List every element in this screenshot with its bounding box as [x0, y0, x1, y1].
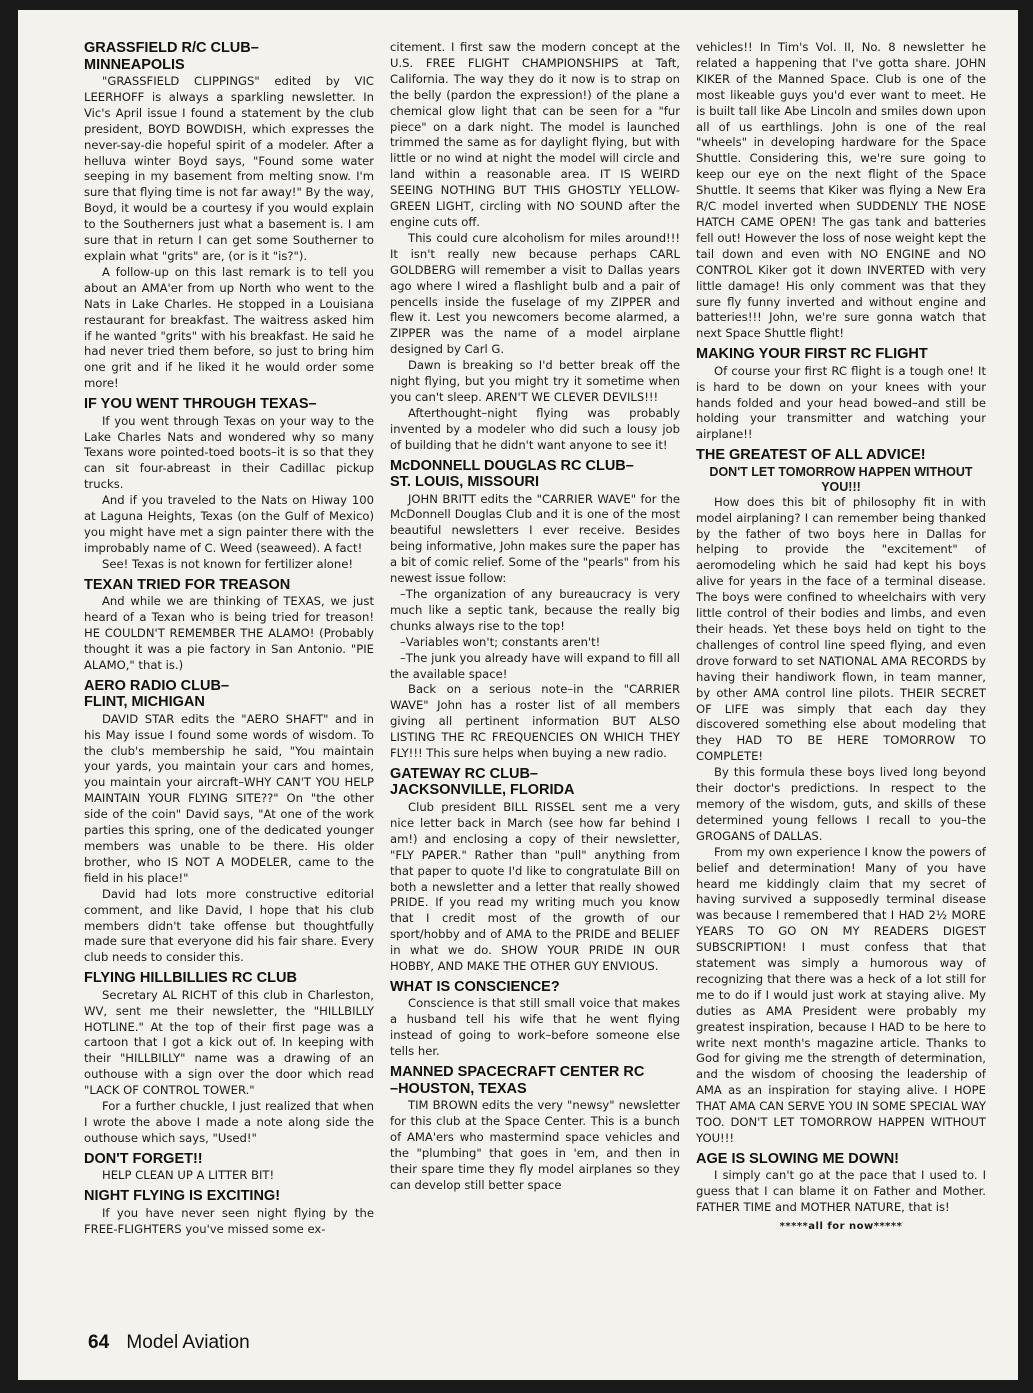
sign-off: *****all for now***** — [779, 1221, 903, 1233]
column-2 — [390, 40, 680, 1325]
paragraph: Secretary AL RICHT of this club in Charleston, WV, sent me their newsletter, the "HILLBILLY HOTLINE." At the top of their first page was a cartoon that I got a kick out of. In keeping with their "HILLBILLY" name was a drawing of an outhouse with a sign over the door which read "LACK OF CONTROL TOWER." — [84, 987, 374, 1098]
paragraph: TIM BROWN edits the very "newsy" newsletter for this club at the Space Center. This is a bunch of AMA'ers who mastermind space vehicles and the "plumbing" that goes in 'em, and then in their spare time they fly model airplanes so they can develop still better space — [390, 1098, 680, 1192]
column-3 — [696, 40, 986, 1325]
heading-hillbillies: FLYING HILLBILLIES RC CLUB — [84, 970, 297, 987]
paragraph: Afterthought–night flying was probably invented by a modeler who did such a lousy job of building that he didn't want anyone to see it! — [390, 405, 680, 452]
heading-aero-radio: AERO RADIO CLUB– FLINT, MICHIGAN — [84, 677, 230, 711]
quote-item: –Variables won't; constants aren't! — [400, 634, 601, 649]
paragraph: And while we are thinking of TEXAS, we just heard of a Texan who is being tried for treason! HE COULDN'T REMEMBER THE ALAMO! (Probably thought it was a pie factory in San Antonio. "PIE ALAMO," that is.) — [84, 594, 374, 672]
heading-grassfield: GRASSFIELD R/C CLUB– MINNEAPOLIS — [84, 40, 259, 73]
heading-dont-forget: DON'T FORGET!! — [84, 1150, 203, 1167]
quote-item: –The junk you already have will expand to fill all the available space! — [390, 650, 680, 681]
heading-first-flight: MAKING YOUR FIRST RC FLIGHT — [696, 346, 928, 363]
paragraph: vehicles!! In Tim's Vol. II, No. 8 newsletter he related a happening that I've gotta share. JOHN KIKER of the Manned Space. Club is one of the most likeable guys you'd ever want to meet. He is built tall like Abe Lincoln and smiles down upon all of us earthlings. John is one of the real "wheels" in developing hardware for the Space Shuttle. Considering this, we're sure going to keep our eye on the next flight of the Space Shuttle. It seems that Kiker was flying a New Era R/C model inverted when SUDDENLY THE NOSE HATCH CAME OPEN! The gas tank and batteries fell out! However the loss of nose weight kept the tail down and even with NO ENGINE and NO CONTROL Kiker got it down INVERTED with very little damage! His only comment was that they sure fly funny inverted and without engine and batteries!!! John, we're sure gonna watch that next Space Shuttle flight! — [696, 40, 986, 341]
paragraph: From my own experience I know the powers of belief and determination! Many of you have heard me kiddingly claim that my secret of having survived a supposedly terminal disease was because I remembered that I HAD 2½ MORE YEARS TO GO ON MY READERS DIGEST SUBSCRIPTION! I must confess that that statement was simply a humorous way of recognizing that there was a heck of a lot still for me to do if I would just work at staying alive. My duties as AMA President were probably my greatest inspiration, because I HAD to be here to write next month's magazine article. Thanks to God for giving me the strength of determination, and the wisdom of choosing the leadership of AMA as an inspiration for staying alive. I HOPE THAT AMA CAN SERVE YOU IN SOME SPECIAL WAY TOO. DON'T LET TOMORROW HAPPEN WITHOUT YOU!!! — [696, 844, 986, 1145]
paragraph: If you have never seen night flying by the FREE-FLIGHTERS you've missed some ex- — [84, 1205, 374, 1236]
paragraph: If you went through Texas on your way to the Lake Charles Nats and wondered why so many Texans wore pointed-toed boots–it is so that they can sit four-abreast in their Cadillac pickup trucks. — [84, 413, 374, 492]
page-footer — [88, 1332, 250, 1354]
heading-texas: IF YOU WENT THROUGH TEXAS– — [84, 396, 317, 413]
paragraph: For a further chuckle, I just realized that when I wrote the above I made a note along side the outhouse which says, "Used!" — [84, 1099, 374, 1145]
paragraph: citement. I first saw the modern concept at the U.S. FREE FLIGHT CHAMPIONSHIPS at Taft, California. The way they do it now is to strap on the belly (pardon the expression!) of the plane a chemical glow light that can be seen for a "fur piece" on a dark night. The model is launched trimmed the same as for daylight flying, but with little or no wind at night the model will circle and land within a reasonable area. IT IS WEIRD SEEING NOTHING BUT THIS GHOSTLY YELLOW-GREEN LIGHT, circling with NO SOUND after the engine cuts off. — [390, 40, 680, 229]
column-1 — [84, 40, 374, 1325]
heading-gateway: GATEWAY RC CLUB– JACKSONVILLE, FLORIDA — [390, 765, 575, 799]
heading-conscience: WHAT IS CONSCIENCE? — [390, 978, 560, 995]
magazine-page — [18, 10, 1018, 1380]
paragraph: DAVID STAR edits the "AERO SHAFT" and in his May issue I found some words of wisdom. To the club's membership he said, "You maintain your yards, you maintain your cars and homes, you maintain your aircraft–WHY CAN'T YOU HELP MAINTAIN YOUR FLYING SITE??" On "the other side of the coin" David says, "At one of the work parties this spring, one of the dedicated younger members was unable to be there. His older brother, who IS NOT A MODELER, came to the field in his place!" — [84, 711, 374, 885]
paragraph: David had lots more constructive editorial comment, and like David, I hope that his club members didn't take offense but thoughtfully made sure that everyone did his fair share. Every club needs to consider this. — [84, 886, 374, 965]
heading-treason: TEXAN TRIED FOR TREASON — [84, 576, 291, 593]
magazine-name: Model Aviation — [126, 1332, 250, 1353]
heading-manned-spacecraft: MANNED SPACECRAFT CENTER RC –HOUSTON, TEXAS — [390, 1064, 645, 1097]
heading-age: AGE IS SLOWING ME DOWN! — [696, 1150, 899, 1167]
page-number: 64 — [88, 1332, 110, 1353]
paragraph: Back on a serious note–in the "CARRIER WAVE" John has a roster list of all members giving all pertinent information BUT ALSO LISTING THE RC FREQUENCIES ON WHICH THEY FLY!!! This sure helps when buying a new radio. — [390, 682, 680, 761]
heading-greatest-advice: THE GREATEST OF ALL ADVICE! — [696, 447, 926, 464]
paragraph: JOHN BRITT edits the "CARRIER WAVE" for the McDonnell Douglas Club and it is one of the most beautiful newsletters I ever receive. Besides being informative, John makes sure the paper has a bit of comic relief. Some of the "pearls" from his newest issue follow: — [390, 491, 680, 586]
paragraph: Conscience is that still small voice that makes a husband tell his wife that he went flying instead of going to work–before someone else tells her. — [390, 996, 680, 1059]
paragraph: Dawn is breaking so I'd better break off the night flying, but you might try it sometime when you can't sleep. AREN'T WE CLEVER DEVILS!!! — [390, 358, 680, 404]
paragraph: Club president BILL RISSEL sent me a very nice letter back in March (see how far behind I am!) and enclosing a copy of their newsletter, "FLY PAPER." Rather than "pull" anything from that paper to quote I'd like to congratulate Bill on both a newsletter and a letter that really showed PRIDE. If you read my writing much you know that I credit most of the growth of our sport/hobby and of AMA to the PRIDE and BELIEF in what we do. SHOW YOUR PRIDE IN OUR HOBBY, AND MAKE THE OTHER GUY ENVIOUS. — [390, 799, 680, 974]
subheading-dont-let-tomorrow: DON'T LET TOMORROW HAPPEN WITHOUT YOU!!! — [709, 464, 973, 494]
paragraph: I simply can't go at the pace that I used to. I guess that I can blame it on Father and Mother. FATHER TIME and MOTHER NATURE, that is! — [696, 1168, 986, 1215]
paragraph: A follow-up on this last remark is to tell you about an AMA'er from up North who went to the Nats in Lake Charles. He stopped in a Louisiana restaurant for breakfast. The waitress asked him if he wanted "grits" with his breakfast. He said he had never tried them before, so just to bring him one grit and if he liked it he would order some more! — [84, 264, 374, 391]
heading-mcdonnell-douglas: McDONNELL DOUGLAS RC CLUB– ST. LOUIS, MISSOURI — [390, 457, 634, 491]
paragraph: And if you traveled to the Nats on Hiway 100 at Laguna Heights, Texas (on the Gulf of Mexico) you might have met a sign painter there with the improbably name of C. Weed (seaweed). A fact! — [84, 493, 374, 555]
paragraph: "GRASSFIELD CLIPPINGS" edited by VIC LEERHOFF is always a sparkling newsletter. In Vic's April issue I found a statement by the club president, BOYD BOWDISH, which expresses the never-say-die hopeful spirit of a modeler. After a helluva winter Boyd says, "Found some water seeping in my basement from melting snow. I'm sure that flying time is not far away!" By the way, Boyd, it would be a courtesy if you would explain to the Southerners just what a basement is. I am sure that in return I can get some Southerner to explain what "grits" are, (or is it "is?"). — [84, 74, 374, 263]
heading-night-flying: NIGHT FLYING IS EXCITING! — [84, 1188, 281, 1205]
paragraph: How does this bit of philosophy fit in with model airplaning? I can remember being thanked by the father of two boys here in Dallas for helping to provide the "excitement" of aeromodeling which he said had kept his boys alive for years in the face of a terminal disease. The boys were confined to wheelchairs with very little control of their bodies and limbs, and even their heads. Yet these boys held on tight to the challenges of control line speed flying, and even drove forward to set NATIONAL AMA RECORDS by having their handiwork flown, in team manner, by other AMA control line pilots. THEIR SECRET OF LIFE was simply that each day they discovered something else about modeling that they HAD TO BE HERE TOMORROW TO COMPLETE! — [696, 494, 986, 764]
paragraph: This could cure alcoholism for miles around!!! It isn't really new because perhaps CARL GOLDBERG will remember a visit to Dallas years ago where I wired a flashlight bulb and a pair of pencells inside the fuselage of my ZIPPER and flew it. Lest you newcomers become alarmed, a ZIPPER was the name of a model airplane designed by Carl G. — [390, 230, 680, 357]
paragraph: Of course your first RC flight is a tough one! It is hard to be down on your knees with your hands folded and your head bowed–and still be holding your transmitter and watching your airplane!! — [696, 363, 986, 442]
quote-item: –The organization of any bureaucracy is very much like a septic tank, because the really big chunks always rise to the top! — [390, 587, 680, 633]
paragraph: By this formula these boys lived long beyond their doctor's predictions. In respect to the memory of the wisdom, guts, and skills of these determined young fellows I recall to you–the GROGANS of DALLAS. — [696, 765, 986, 843]
paragraph: HELP CLEAN UP A LITTER BIT! — [102, 1168, 275, 1183]
paragraph: See! Texas is not known for fertilizer alone! — [102, 556, 354, 571]
